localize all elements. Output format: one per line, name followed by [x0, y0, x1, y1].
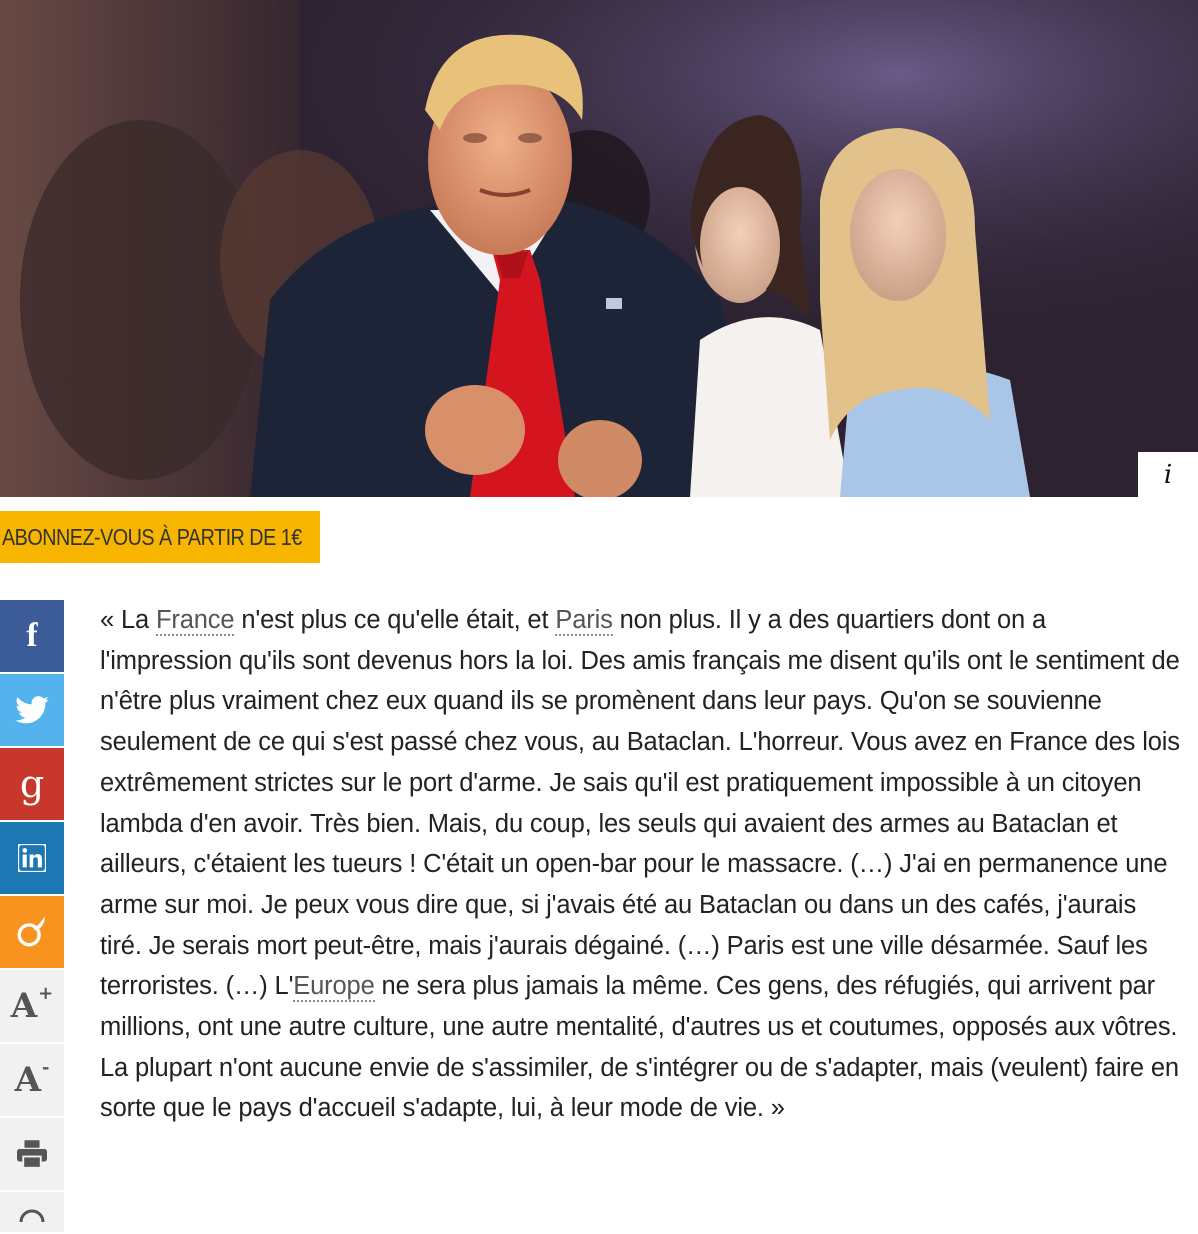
circle-icon	[17, 1202, 47, 1222]
font-increase-icon	[10, 982, 54, 1026]
article-photo	[0, 0, 1198, 497]
photo-illustration	[0, 0, 1198, 497]
keyword-link-france[interactable]: France	[155, 606, 235, 634]
font-increase-letter: A	[10, 986, 38, 1026]
font-increase-button[interactable]	[0, 970, 64, 1042]
font-decrease-letter: A	[14, 1060, 41, 1100]
share-toolbar	[0, 600, 64, 1234]
keyword-link-europe[interactable]: Europe	[293, 972, 375, 1001]
viadeo-icon	[15, 915, 49, 949]
font-increase-sign: +	[38, 982, 54, 1004]
more-tools-button[interactable]	[0, 1192, 64, 1232]
font-decrease-icon	[14, 1056, 50, 1100]
facebook-share-button[interactable]	[0, 600, 64, 672]
subscribe-label: ABONNEZ-VOUS À PARTIR DE 1€	[2, 523, 302, 550]
quote-text-3: non plus. Il y a des quartiers dont on a l'impression qu'ils sont devenus hors la loi. Des amis français me disent qu'ils ont le sentiment de n'être plus vraiment chez eux quand ils se promènent dans leur pays. Qu'on se souvienne seulement de ce qui s'est passé chez vous, au Bataclan. L'horreur. Vous avez en France des lois extrêmement strictes sur le port d'arme. Je sais qu'il est pratiquement impossible à un citoyen lambda d'en avoir. Très bien. Mais, du coup, les seuls qui avaient des armes au Bataclan et ailleurs, c'étaient les tueurs ! C'était un open-bar pour le massacre. (…) J'ai en permanence une arme sur moi. Je peux vous dire que, si j'avais été au Bataclan ou dans un des cafés, j'aurais tiré. Je serais mort peut-être, mais j'aurais dégainé. (…) Paris est une ville désarmée. Sauf les terroristes. (…) L'	[100, 606, 1180, 1001]
quote-text-2: n'est plus ce qu'elle était, et	[234, 606, 556, 634]
article-body	[100, 600, 1180, 1129]
print-icon	[17, 1140, 47, 1168]
twitter-share-button[interactable]	[0, 674, 64, 746]
print-button[interactable]	[0, 1118, 64, 1190]
quote-text-1: « La	[100, 606, 156, 634]
photo-info-button[interactable]: i	[1138, 452, 1198, 497]
quote-text-4: ne sera plus jamais la même. Ces gens, des réfugiés, qui arrivent par millions, ont une autre culture, une autre mentalité, d'autres us et coutumes, opposés aux vôtres. La plupart n'ont aucune envie de s'assimiler, de s'intégrer ou de s'adapter, mais (veulent) faire en sorte que le pays d'accueil s'adapte, lui, à leur mode de vie. »	[100, 972, 1179, 1123]
linkedin-icon	[18, 844, 46, 872]
quote-paragraph	[100, 600, 1180, 1129]
twitter-icon	[15, 696, 49, 724]
font-decrease-sign: -	[41, 1056, 50, 1078]
google-plus-icon: g	[19, 762, 45, 806]
linkedin-share-button[interactable]	[0, 822, 64, 894]
font-decrease-button[interactable]	[0, 1044, 64, 1116]
keyword-link-paris[interactable]: Paris	[555, 606, 613, 634]
subscribe-button[interactable]	[0, 511, 320, 563]
google-plus-share-button[interactable]	[0, 748, 64, 820]
viadeo-share-button[interactable]	[0, 896, 64, 968]
facebook-icon: f	[26, 617, 38, 654]
